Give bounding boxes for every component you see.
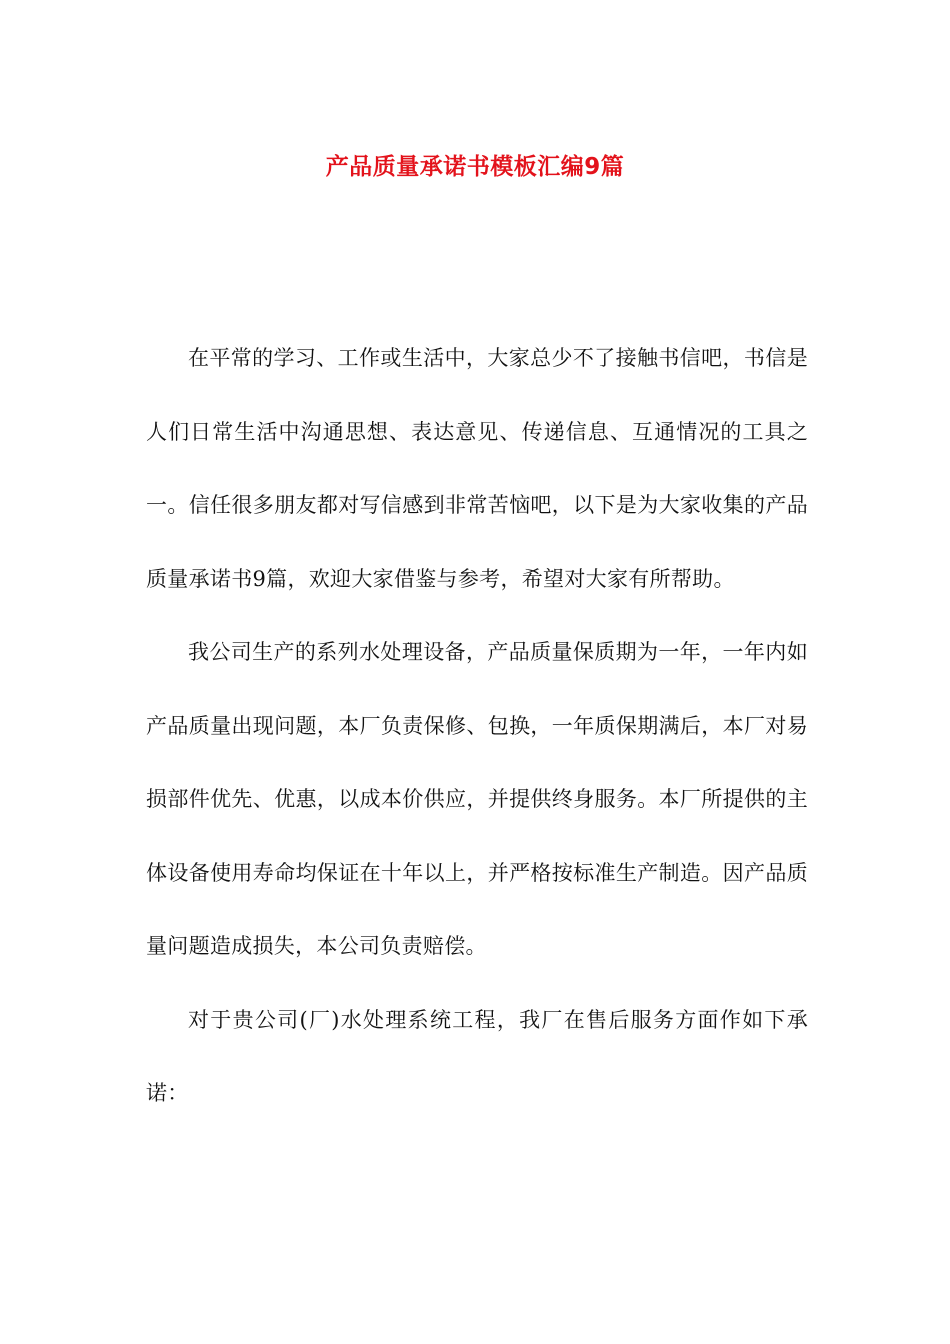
paragraph-intro: 在平常的学习、工作或生活中，大家总少不了接触书信吧，书信是人们日常生活中沟通思想、表达意见、传递信息、互通情况的工具之一。信任很多朋友都对写信感到非常苦恼吧，以下是为大家收集的产品质量承诺书9篇，欢迎大家借鉴与参考，希望对大家有所帮助。 — [146, 346, 808, 591]
paragraph-quality-guarantee: 我公司生产的系列水处理设备，产品质量保质期为一年，一年内如产品质量出现问题，本厂负责保修、包换，一年质保期满后，本厂对易损部件优先、优惠，以成本价供应，并提供终身服务。本厂所提供的主体设备使用寿命均保证在十年以上，并严格按标准生产制造。因产品质量问题造成损失，本公司负责赔偿。 — [146, 640, 808, 958]
document-title: 产品质量承诺书模板汇编9篇 — [325, 154, 625, 181]
document-body — [146, 322, 808, 1131]
paragraph-after-sales: 对于贵公司(厂)水处理系统工程，我厂在售后服务方面作如下承诺： — [146, 1007, 808, 1105]
